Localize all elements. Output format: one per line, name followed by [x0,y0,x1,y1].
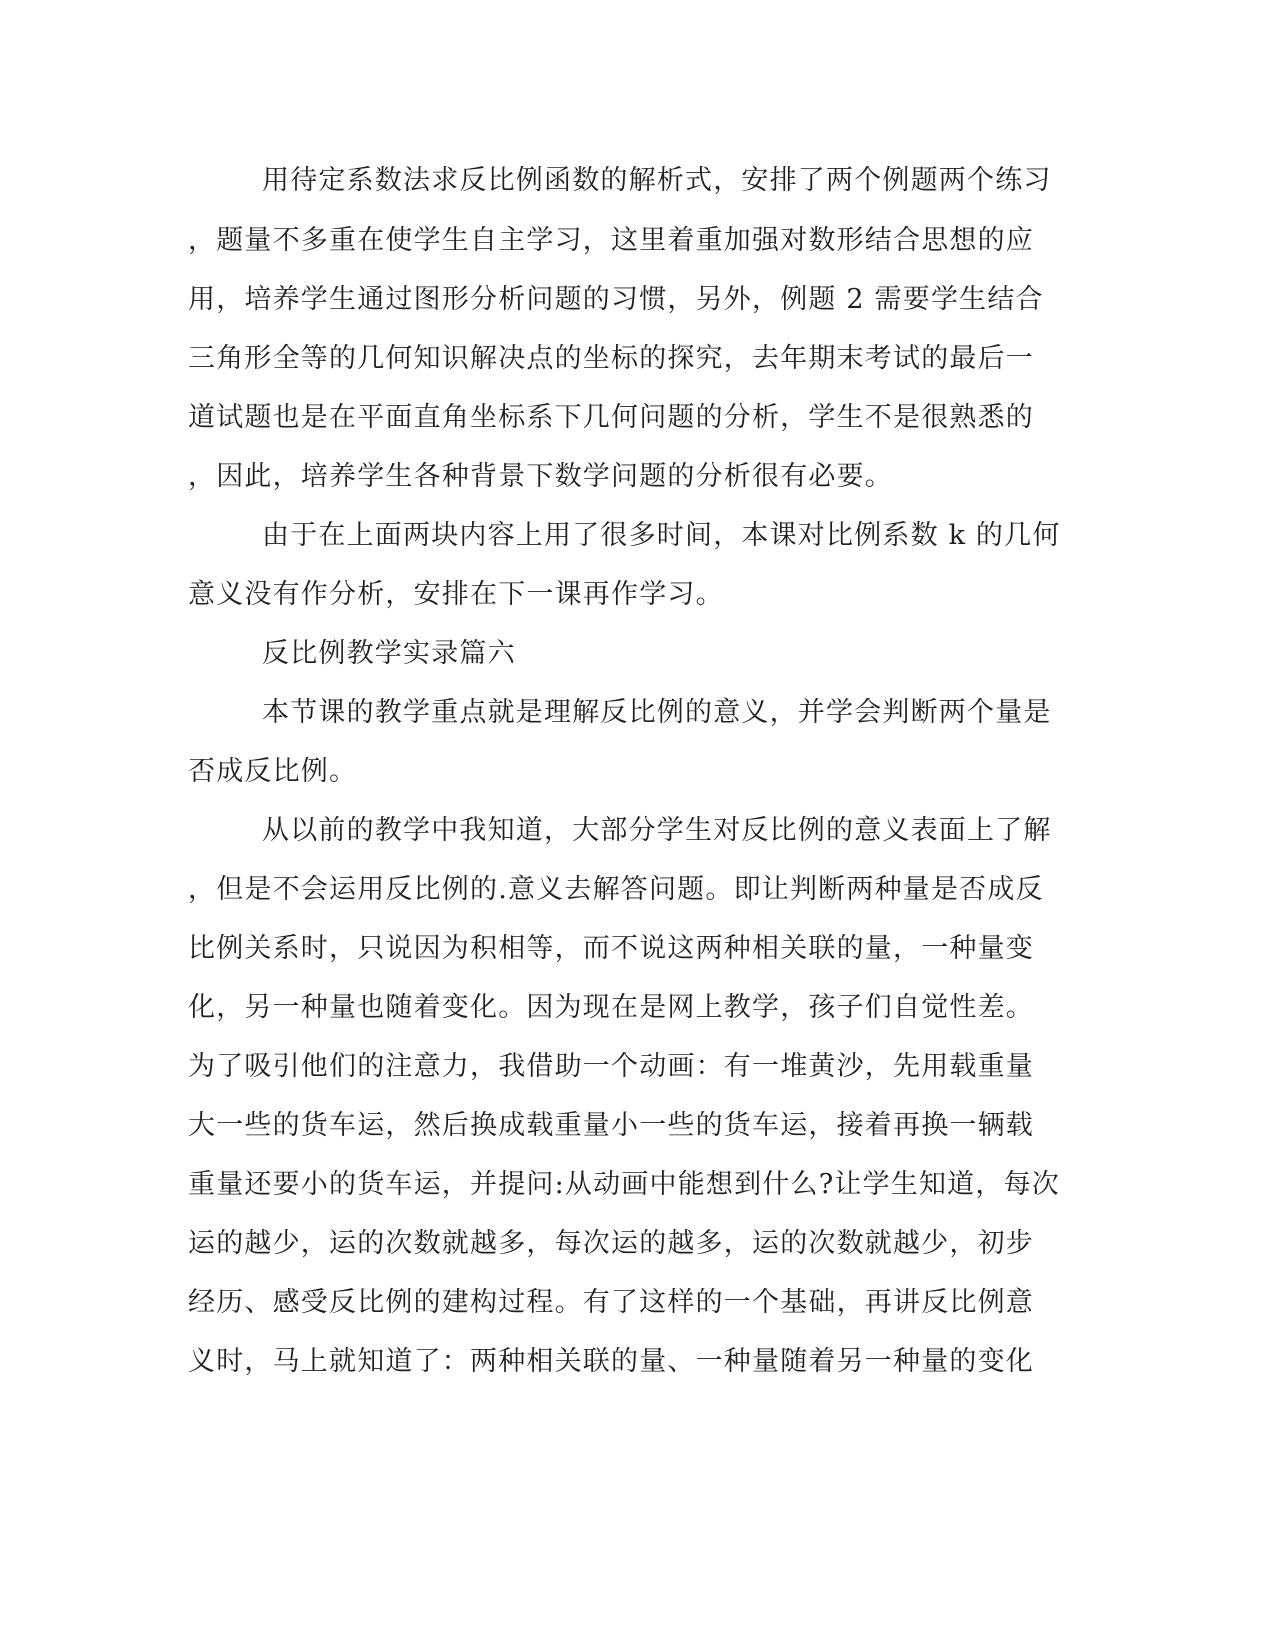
text-line: 大一些的货车运，然后换成载重量小一些的货车运，接着再换一辆载 [188,1110,1034,1141]
text-line: 化，另一种量也随着变化。因为现在是网上教学，孩子们自觉性差。 [188,992,1034,1023]
text-line: 用，培养学生通过图形分析问题的习惯，另外，例题 2 需要学生结合 [188,284,1044,315]
text-line: ，题量不多重在使学生自主学习，这里着重加强对数形结合思想的应 [188,225,1034,256]
text-line: 意义没有作分析，安排在下一课再作学习。 [188,579,724,610]
text-line: ，因此，培养学生各种背景下数学问题的分析很有必要。 [188,461,893,492]
text-line: 三角形全等的几何知识解决点的坐标的探究，去年期末考试的最后一 [188,343,1034,374]
text-line: 由于在上面两块内容上用了很多时间，本课对比例系数 k 的几何 [262,520,1061,551]
text-line: 比例关系时，只说因为积相等，而不说这两种相关联的量，一种量变 [188,933,1034,964]
text-line: ，但是不会运用反比例的.意义去解答问题。即让判断两种量是否成反 [188,874,1044,905]
text-line: 本节课的教学重点就是理解反比例的意义，并学会判断两个量是 [262,697,1052,728]
text-line: 否成反比例。 [188,756,358,787]
text-line: 经历、感受反比例的建构过程。有了这样的一个基础，再讲反比例意 [188,1287,1034,1318]
text-line: 义时，马上就知道了：两种相关联的量、一种量随着另一种量的变化 [188,1346,1034,1377]
text-line: 道试题也是在平面直角坐标系下几何问题的分析，学生不是很熟悉的 [188,402,1034,433]
text-line: 为了吸引他们的注意力，我借助一个动画：有一堆黄沙，先用载重量 [188,1051,1034,1082]
text-line: 从以前的教学中我知道，大部分学生对反比例的意义表面上了解 [262,815,1052,846]
section-heading: 反比例教学实录篇六 [262,638,516,669]
text-line: 用待定系数法求反比例函数的解析式，安排了两个例题两个练习 [262,165,1052,196]
text-line: 运的越少，运的次数就越多，每次运的越多，运的次数就越少，初步 [188,1228,1034,1259]
text-line: 重量还要小的货车运，并提问:从动画中能想到什么?让学生知道，每次 [188,1169,1060,1200]
